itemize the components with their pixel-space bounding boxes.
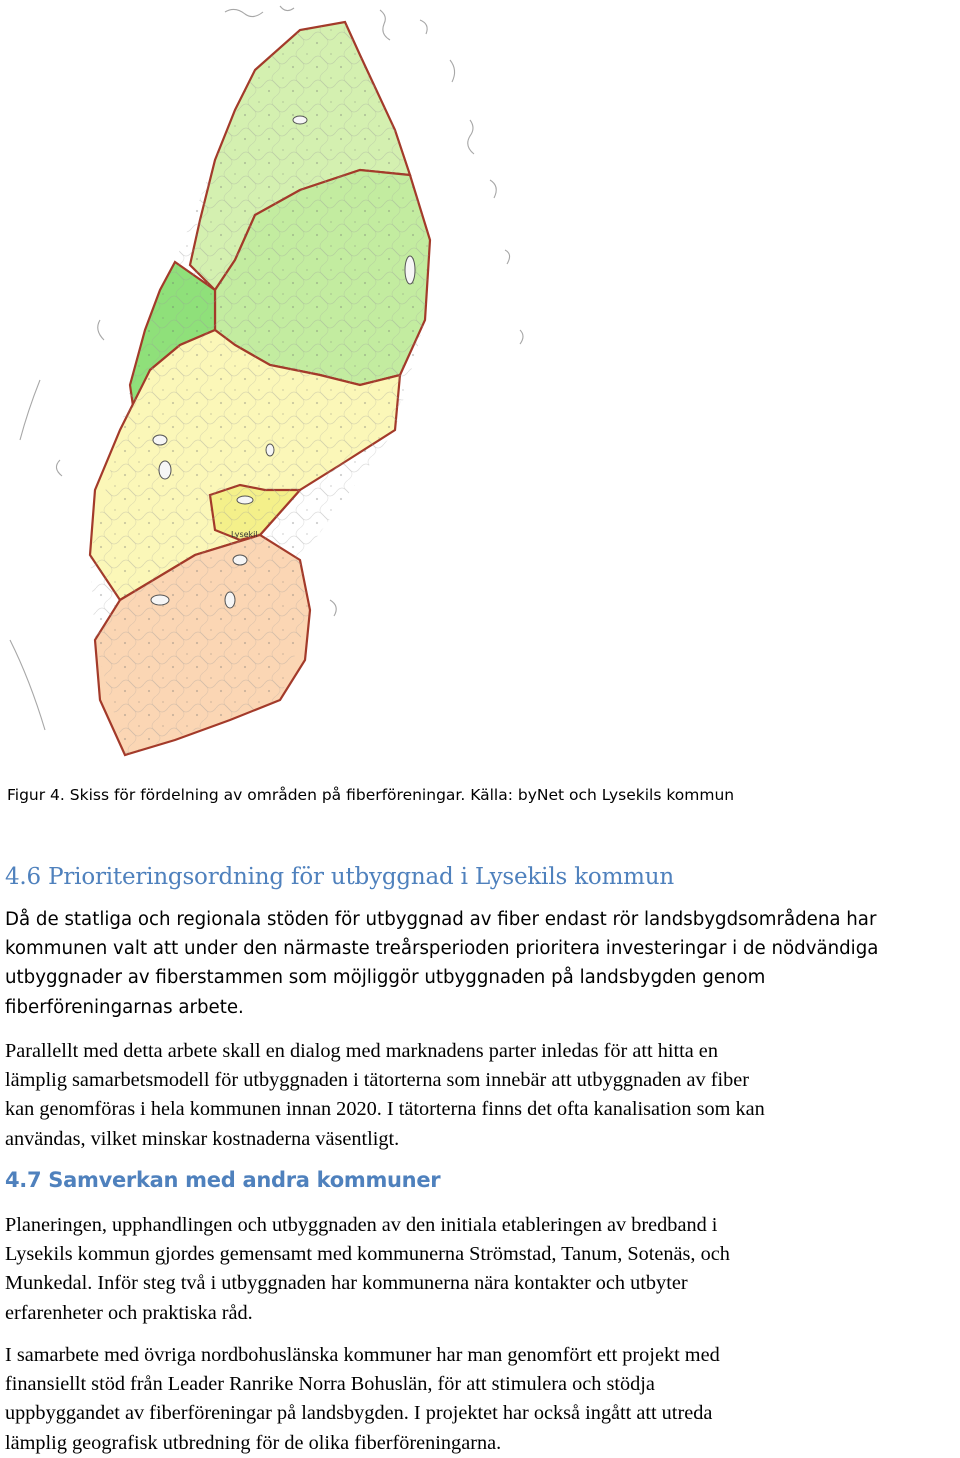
- figure-caption: Figur 4. Skiss för fördelning av områden på fiberföreningar. Källa: byNet och Lysekils kommun: [7, 786, 735, 804]
- paragraph-line: finansiellt stöd från Leader Ranrike Norra Bohuslän, för att stimulera och stödja: [5, 1373, 655, 1396]
- road-network: [90, 22, 430, 755]
- paragraph-line: lämplig geografisk utbredning för de olika fiberföreningarna.: [5, 1431, 502, 1454]
- paragraph-line: kommunen valt att under den närmaste treårsperioden prioritera investeringar i de nödvändiga: [5, 938, 879, 960]
- paragraph-cooperation: [5, 1211, 960, 1328]
- paragraph-line: Planeringen, upphandlingen och utbyggnaden av den initiala etableringen av bredband i: [5, 1214, 718, 1236]
- paragraph-line: utbyggnader av fiberstammen som möjliggör utbyggnaden på landsbygden genom: [5, 967, 766, 989]
- paragraph-line: Då de statliga och regionala stöden för utbyggnad av fiber endast rör landsbygdsområdena har: [5, 909, 877, 930]
- paragraph-dialog: [5, 1037, 960, 1154]
- section-heading-4-7: 4.7 Samverkan med andra kommuner: [5, 1168, 441, 1192]
- paragraph-line: fiberföreningarnas arbete.: [5, 996, 244, 1018]
- paragraph-line: användas, vilket minskar kostnaderna väsentligt.: [5, 1127, 400, 1150]
- paragraph-line: uppbyggandet av fiberföreningar på landsbygden. I projektet har också ingått att utreda: [5, 1402, 713, 1425]
- paragraph-line: Munkedal. Inför steg två i utbyggnaden har kommunerna nära kontakter och utbyter: [5, 1272, 688, 1295]
- map-place-label: Lysekil: [231, 530, 258, 539]
- paragraph-line: erfarenheter och praktiska råd.: [5, 1301, 253, 1324]
- section-heading-4-6: 4.6 Prioriteringsordning för utbyggnad i Lysekils kommun: [5, 864, 675, 890]
- paragraph-line: Lysekils kommun gjordes gemensamt med kommunerna Strömstad, Tanum, Sotenäs, och: [5, 1243, 730, 1266]
- paragraph-line: Parallellt med detta arbete skall en dialog med marknadens parter inledas för att hitta en: [5, 1040, 718, 1062]
- paragraph-line: lämplig samarbetsmodell för utbyggnaden i tätorterna som innebär att utbyggnaden av fiber: [5, 1069, 749, 1092]
- paragraph-line: kan genomföras i hela kommunen innan 2020. I tätorterna finns det ofta kanalisation som kan: [5, 1098, 765, 1121]
- paragraph-line: I samarbete med övriga nordbohuslänska kommuner har man genomfört ett projekt med: [5, 1344, 720, 1366]
- paragraph-priority: [5, 905, 960, 1022]
- paragraph-project: [5, 1341, 960, 1458]
